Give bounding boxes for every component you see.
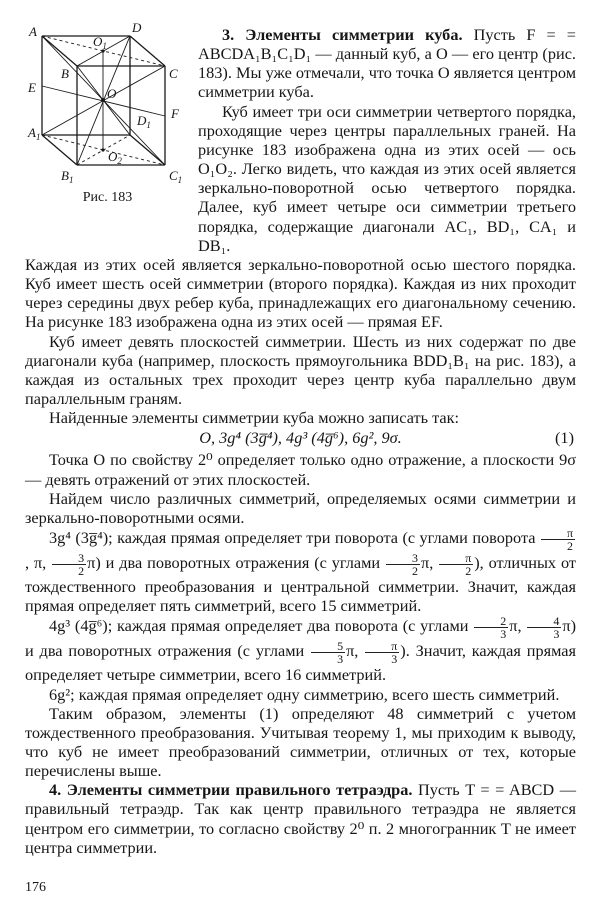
page-number: 176 — [25, 880, 46, 895]
section-3-p9: 6g²; каждая прямая определяет одну симметрию, всего шесть симметрий. — [49, 684, 560, 704]
equation-number: (1) — [555, 428, 574, 448]
section-4-intro — [25, 780, 576, 857]
label-d1: $D_1$ — [137, 113, 151, 130]
fraction: $\frac{4}{3}$ — [527, 615, 561, 640]
section-3-heading: 3. Элементы симметрии куба. — [222, 25, 463, 44]
main-text — [25, 25, 576, 857]
section-3-p7: 3g⁴ (3g̅⁴); каждая прямая определяет три поворота (с углами поворота $\frac{\pi}{2}$ , π, $\frac{3}{2}$ π) и два поворотных отражения (с углами $\frac{3}{2}$ π, $\frac{\pi}{2}$ ), отличных от тождественного преобразования и центральной симметрии. Значит, каждая прямая определяет пять симметрий, всего 15 симметрий. — [25, 526, 577, 616]
section-3-p1: Пусть F = = ABCDA₁B₁C₁D₁ — данный куб, а O — его центр (рис. 183). Мы уже отмечали, что точка O является центром симметрии куба. — [198, 25, 576, 102]
fraction: $\frac{2}{3}$ — [474, 615, 508, 640]
section-3-p8: 4g³ (4g̅⁶); каждая прямая определяет два поворота (с углами $\frac{2}{3}$ π, $\frac{4}{3}$ π) и два поворотных отражения (с углами $\frac{5}{3}$ π, $\frac{\pi}{3}$ ). Значит, каждая прямая определяет четыре симметрии, всего 16 симметрий. — [25, 614, 577, 685]
label-d: D — [132, 20, 142, 35]
fraction: $\frac{\pi}{2}$ — [439, 552, 473, 577]
label-o1: $O_1$ — [93, 34, 107, 51]
fraction: $\frac{3}{2}$ — [386, 552, 420, 577]
section-4-heading: 4. Элементы симметрии правильного тетраэдра. — [49, 780, 413, 800]
section-3-intro — [198, 25, 576, 102]
label-o2: $O_2$ — [108, 149, 122, 166]
label-c: C — [169, 66, 178, 81]
fraction: $\frac{5}{3}$ — [311, 640, 345, 665]
section-3-p6: Найдем число различных симметрий, определяемых осями симметрии и зеркально-поворотными осями. — [25, 488, 576, 527]
fraction: $\frac{\pi}{3}$ — [365, 640, 399, 665]
label-c1: $C_1$ — [169, 168, 183, 185]
label-b: B — [61, 66, 69, 81]
section-3-p5: Точка O по свойству 2⁰ определяет только одно отражение, а плоскости 9σ — девять отражений от этих плоскостей. — [25, 450, 576, 489]
label-a1: $A_1$ — [28, 125, 41, 142]
label-b1: $B_1$ — [61, 168, 74, 185]
section-3-p2b: Каждая из этих осей является зеркально-поворотной осью шестого порядка. Куб имеет шесть осей симметрии (второго порядка). Каждая из них проходит через середины двух ребер куба, принадлежащих его диагональному сечению. На рисунке 183 изображена одна из этих осей — прямая EF. — [25, 254, 576, 332]
formula-text: O, 3g⁴ (3g̅⁴), 4g³ (4g̅⁶), 6g², 9σ. — [199, 428, 402, 448]
section-4-p1: Пусть T = = ABCD — правильный тетраэдр. Так как центр правильного тетраэдра не является центром его симметрии, то согласно свойству 2⁰ п. 2 многогранник T не имеет центра симметрии. — [25, 780, 576, 857]
section-3-p10: Таким образом, элементы (1) определяют 48 симметрий с учетом тождественного преобразования. Учитывая теорему 1, мы приходим к выводу, что куб не имеет преобразований симметрии, отличных от тех, которые перечислены выше. — [25, 703, 576, 781]
label-o: O — [107, 86, 117, 101]
label-e: E — [28, 80, 36, 95]
formula-1 — [25, 428, 576, 447]
section-3-p3: Куб имеет девять плоскостей симметрии. Шесть из них содержат по две диагонали куба (например, плоскость прямоугольника BDD₁B₁ на рис. 183), а каждая из остальных трех проходит через центр куба параллельно двум параллельным граням. — [25, 331, 576, 408]
fraction: $\frac{\pi}{2}$ — [541, 527, 575, 552]
wrapped-text — [198, 25, 576, 255]
fraction: $\frac{3}{2}$ — [52, 552, 86, 577]
figure-caption: Рис. 183 — [82, 190, 133, 205]
label-f: F — [171, 106, 179, 121]
section-3-p2a: Куб имеет три оси симметрии четвертого порядка, проходящие через центры параллельных граней. На рисунке 183 изображена одна из этих осей — ось O₁O₂. Легко видеть, что каждая из этих осей является зеркально-поворотной осью четвертого порядка. Далее, куб имеет четыре оси симметрии третьего порядка, содержащие диагонали AC₁, BD₁, CA₁ и DB₁. — [198, 101, 576, 255]
section-3-p4: Найденные элементы симметрии куба можно записать так: — [49, 408, 460, 428]
label-a: A — [29, 24, 37, 39]
